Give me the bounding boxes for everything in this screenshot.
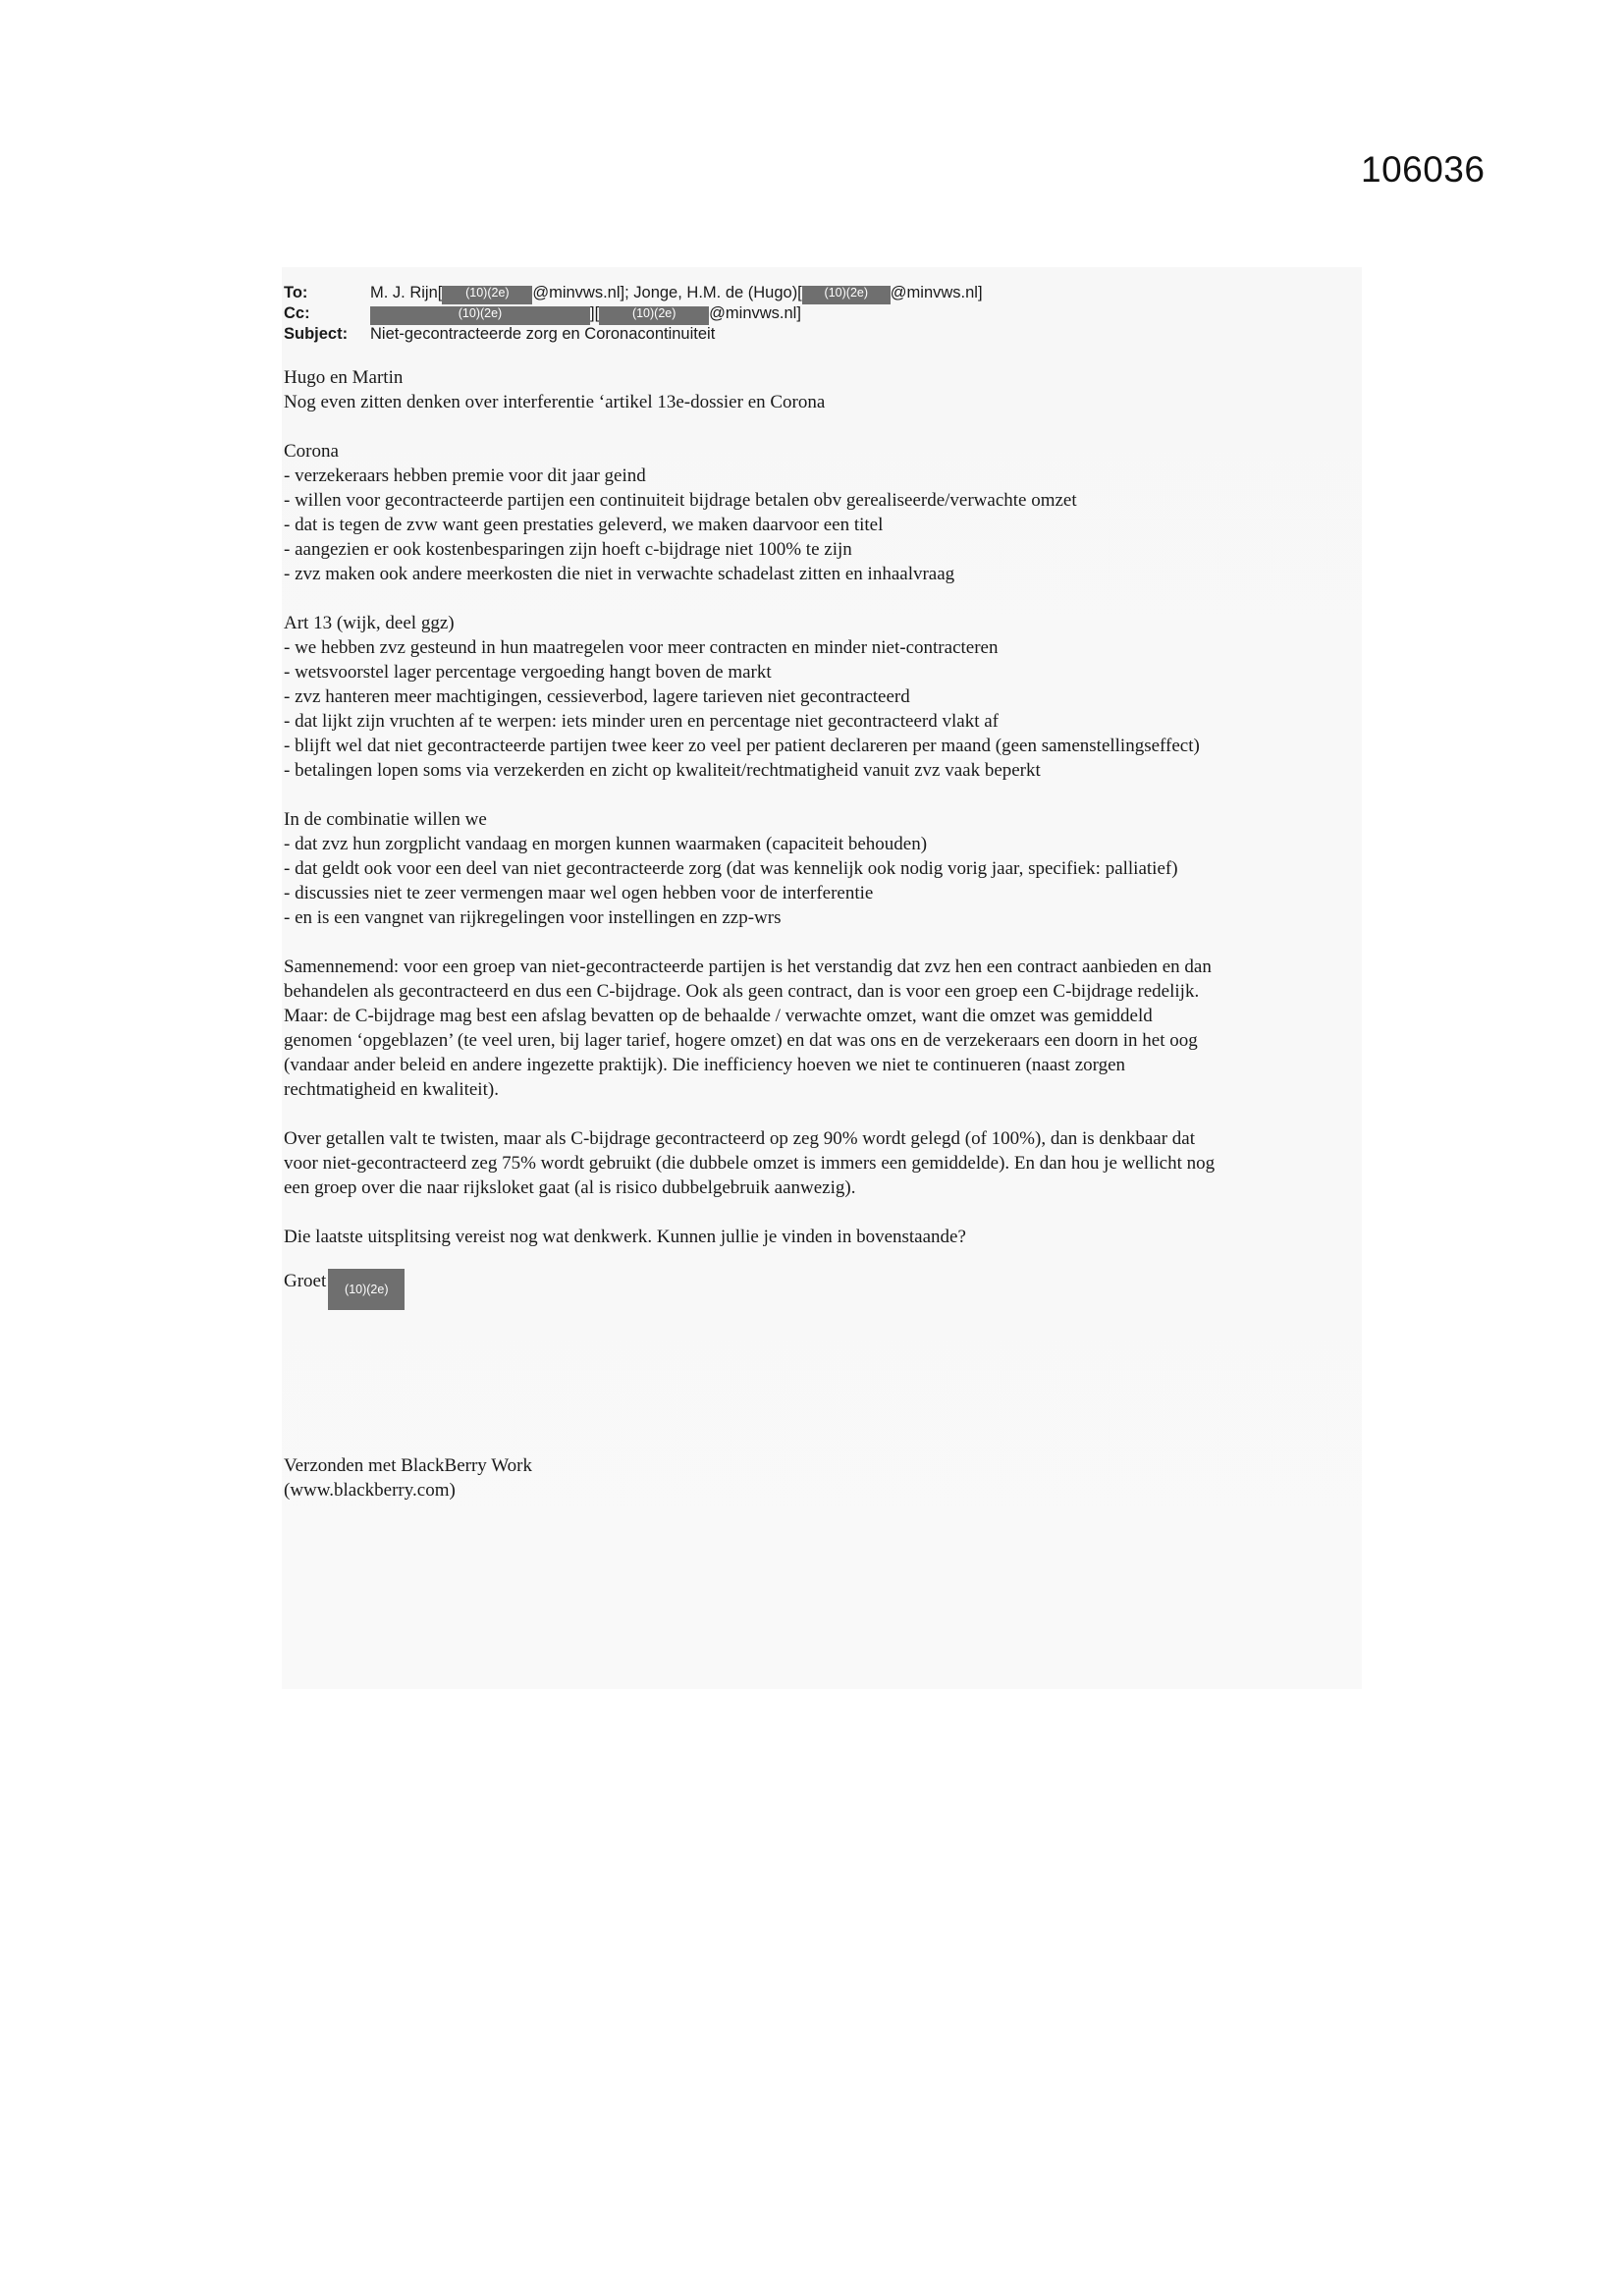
to-end: @minvws.nl] — [890, 284, 983, 301]
art13-item: - wetsvoorstel lager percentage vergoeding hangt boven de markt — [284, 662, 772, 683]
cc-row — [284, 303, 1364, 324]
corona-heading: Corona — [284, 441, 339, 462]
art13-item: - dat lijkt zijn vruchten af te werpen: iets minder uren en percentage niet gecontracteerd vlakt af — [284, 711, 1000, 732]
intro-line: Nog even zitten denken over interferentie ‘artikel 13e-dossier en Corona — [284, 392, 826, 412]
cc-value — [370, 303, 801, 325]
corona-item: - zvz maken ook andere meerkosten die niet in verwachte schadelast zitten en inhaalvraag — [284, 564, 955, 584]
summary-line: (vandaar ander beleid en andere ingezette praktijk). Die inefficiency hoeven we niet te continueren (naast zorgen — [284, 1055, 1126, 1075]
subject-row — [284, 324, 1364, 345]
numbers-line: een groep over die naar rijksloket gaat (al is risico dubbelgebruik aanwezig). — [284, 1177, 856, 1198]
to-row — [284, 283, 1364, 303]
numbers-line: Over getallen valt te twisten, maar als C-bijdrage gecontracteerd op zeg 90% wordt gelegd (of 100%), dan is denkbaar dat — [284, 1128, 1196, 1149]
combination-item: - discussies niet te zeer vermengen maar wel ogen hebben voor de interferentie — [284, 883, 874, 903]
email-header — [284, 283, 1364, 345]
subject-value: Niet-gecontracteerde zorg en Coronacontinuiteit — [370, 325, 716, 343]
to-middle: @minvws.nl]; Jonge, H.M. de (Hugo)[ — [532, 284, 802, 301]
art13-item: - betalingen lopen soms via verzekerden en zicht op kwaliteit/rechtmatigheid vanuit zvz vaak beperkt — [284, 760, 1041, 781]
combination-item: - dat zvz hun zorgplicht vandaag en morgen kunnen waarmaken (capaciteit behouden) — [284, 834, 928, 854]
subject-label: Subject: — [284, 325, 349, 343]
email-body — [284, 365, 1364, 1310]
closing-line: Die laatste uitsplitsing vereist nog wat denkwerk. Kunnen jullie je vinden in bovenstaande? — [284, 1227, 966, 1247]
art13-item: - blijft wel dat niet gecontracteerde partijen twee keer zo veel per patient declareren per maand (geen samenstellingseffect) — [284, 736, 1200, 756]
corona-item: - aangezien er ook kostenbesparingen zijn hoeft c-bijdrage niet 100% te zijn — [284, 539, 852, 560]
to-label: To: — [284, 284, 308, 301]
combination-item: - en is een vangnet van rijkregelingen voor instellingen en zzp-wrs — [284, 907, 782, 928]
groet-text: Groet — [284, 1271, 327, 1291]
art13-item: - zvz hanteren meer machtigingen, cessieverbod, lagere tarieven niet gecontracteerd — [284, 686, 910, 707]
to-name: M. J. Rijn[ — [370, 284, 443, 301]
cc-end: @minvws.nl] — [709, 304, 801, 322]
numbers-line: voor niet-gecontracteerd zeg 75% wordt gebruikt (die dubbele omzet is immers een gemiddelde). En dan hou je wellicht nog — [284, 1153, 1216, 1174]
blackberry-url: (www.blackberry.com) — [284, 1480, 456, 1501]
redaction-box: (10)(2e) — [442, 286, 532, 304]
redaction-box: (10)(2e) — [328, 1269, 405, 1310]
summary-line: genomen ‘opgeblazen’ (te veel uren, bij lager tarief, hogere omzet) en dat was ons en de verzekeraars een doorn in het oog — [284, 1030, 1198, 1051]
blackberry-line: Verzonden met BlackBerry Work — [284, 1455, 532, 1476]
summary-line: Samennemend: voor een groep van niet-gecontracteerde partijen is het verstandig dat zvz hen een contract aanbieden en dan — [284, 957, 1212, 977]
greeting: Hugo en Martin — [284, 367, 404, 388]
to-value — [370, 283, 983, 304]
cc-middle: ][ — [590, 304, 600, 322]
redaction-box: (10)(2e) — [802, 286, 891, 304]
combination-heading: In de combinatie willen we — [284, 809, 487, 830]
redaction-box: (10)(2e) — [599, 306, 709, 325]
corona-item: - dat is tegen de zvw want geen prestaties geleverd, we maken daarvoor een titel — [284, 515, 884, 535]
corona-item: - verzekeraars hebben premie voor dit jaar geind — [284, 465, 646, 486]
cc-label: Cc: — [284, 304, 310, 322]
document-number: 106036 — [1361, 149, 1486, 190]
signature — [284, 1269, 1364, 1310]
summary-line: Maar: de C-bijdrage mag best een afslag bevatten op de behaalde / verwachte omzet, want die omzet was gemiddeld — [284, 1006, 1153, 1026]
art13-heading: Art 13 (wijk, deel ggz) — [284, 613, 455, 633]
redaction-box: (10)(2e) — [370, 306, 590, 325]
corona-item: - willen voor gecontracteerde partijen een continuiteit bijdrage betalen obv gerealiseerde/verwachte omzet — [284, 490, 1077, 511]
summary-line: rechtmatigheid en kwaliteit). — [284, 1079, 499, 1100]
email-footer — [284, 1453, 532, 1503]
art13-item: - we hebben zvz gesteund in hun maatregelen voor meer contracten en minder niet-contracteren — [284, 637, 999, 658]
combination-item: - dat geldt ook voor een deel van niet gecontracteerde zorg (dat was kennelijk ook nodig vorig jaar, specifiek: palliatief) — [284, 858, 1178, 879]
summary-line: behandelen als gecontracteerd en dus een C-bijdrage. Ook als geen contract, dan is voor een groep een C-bijdrage redelijk. — [284, 981, 1200, 1002]
